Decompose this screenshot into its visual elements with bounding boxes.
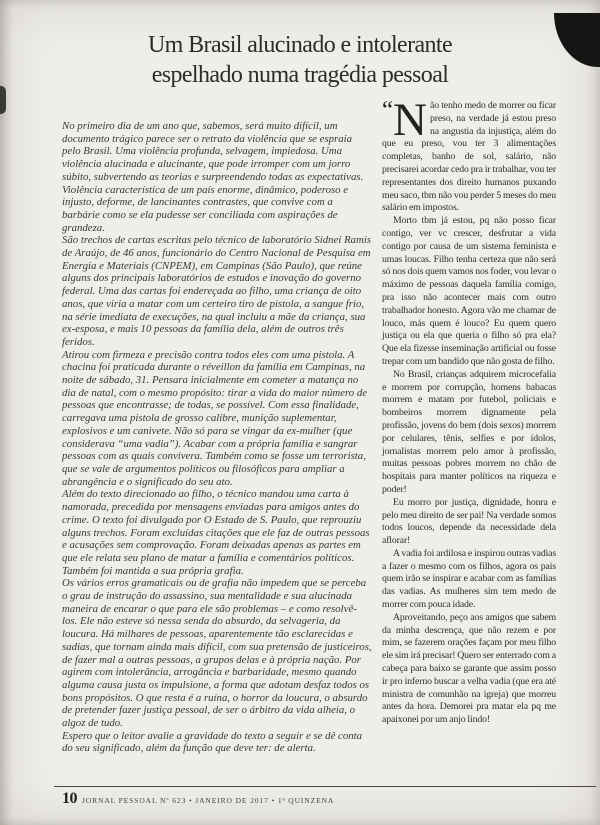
scan-edge-smudge (0, 0, 14, 825)
left-paragraph-1: No primeiro dia de um ano que, sabemos, será muito difícil, um documento trágico parece ser o retrato da violência que se espraia pelo Brasil. Uma violência profunda, selvagem, impiedosa. Uma violência alucinada e alucinante, que pode irromper com um jorro súbito, subvertendo as teorias e surpreendendo todas as expectativas. Violência característica de um país enorme, dinâmico, poderoso e injusto, deforme, de lancinantes contrastes, que convive com a barbárie como se ela pudesse ser conciliada com aspirações de grandeza. (62, 120, 364, 234)
issue-info: JORNAL PESSOAL Nº 623 • JANEIRO DE 2017 • 1ª QUINZENA (82, 796, 335, 805)
left-paragraph-5: Os vários erros gramaticais ou de grafia não impedem que se perceba o grau de instrução do assassino, sua mentalidade e sua alucinada maneira de encarar o que para ele são problemas – e como resolvê-los. Ele não esteve só nessa senda do absurdo, da selvageria, da loucura. Há milhares de pessoas, aparentemente tão esclarecidas e sadias, que tornam ainda mais difícil, com sua pretensão de justiceiros, de fazer mal a outras pessoas, a grupos delas e à própria nação. Por agirem com intolerância, arrogância e barbaridade, mesmo quando alguma causa justa os impulsione, a forma que adotam desfaz todos os bons propósitos. O que resta é a ruína, o horror da loucura, o absurdo de pretender fazer justiça pessoal, de ser o árbitro da vida alheia, o algoz de tudo. (62, 577, 372, 730)
left-column-editorial (62, 100, 372, 755)
right-column-quote (382, 94, 556, 755)
left-paragraph-6: Espero que o leitor avalie a gravidade do texto a seguir e se dê conta do seu significado, além da função que deve ter: de alerta. (62, 729, 363, 755)
scan-edge-notch (0, 86, 6, 114)
quote-paragraph-2: Morto tbm já estou, pq não posso ficar contigo, ver vc crescer, desfrutar a vida contigo por causa de um sistema feminista e umas loucas. Filho tenha certeza que não será só nos dois quem vamos nos foder, vou levar o máximo de pessoas daquela família comigo, pra isso não acontecer mais com outro trabalhador honesto. Agora vão me chamar de louco, más quem é louco? Eu quem quero justiça ou ela que queria o filho só pra ela? Que ela fizesse inseminação artificial ou fosse trepar com um bandido que não gosta de filho. (382, 215, 556, 367)
drop-cap (382, 94, 427, 146)
title-line-2: espelhado numa tragédia pessoal (151, 62, 449, 88)
left-paragraph-2: São trechos de cartas escritas pelo técnico de laboratório Sidnei Ramis de Araújo, de 46 anos, funcionário do Centro Nacional de Pesquisa em Energia e Materiais (CNPEM), em Campinas (São Paulo), que reúne alguns dos principais laboratórios de estudos e inovação do governo federal. Uma das cartas foi endereçada ao filho, uma criança de oito anos, que viria a matar com um certeiro tiro de pistola, a sangue frio, na série imediata de execuções, na qual incluiu a mãe da criança, sua ex-esposa, e mais 10 pessoas da família dela, além de outros três feridos. (62, 234, 372, 348)
quote-paragraph-1-text: ão tenho medo de morrer ou ficar preso, na verdade já estou preso na angustia da injustiça, além do que eu preso, vou ter 3 alimentações completas, banho de sol, salário, não precisarei acordar cedo pra ir trabalhar, vou ter representantes dos direito humanos puxando meu saco, tbm não vou perder 5 meses do meu salário em impostos. (382, 100, 556, 214)
quote-paragraph-4: Eu morro por justiça, dignidade, honra e pelo meu direito de ser pai! Na verdade somos todos loucos, depende da necessidade dela aflorar! (382, 496, 556, 547)
title-line-1: Um Brasil alucinado e intolerante (147, 32, 453, 58)
quote-paragraph-3: No Brasil, crianças adquirem microcefalia e morrem por corrupção, homens babacas morrem e matam por futebol, policiais e bombeiros morrem dignamente pela profissão, jovens do bem (dois sexos) morrem por celulares, tênis, selfies e por ídolos, jornalistas morrem pelo amor à profissão, muitas pessoas pobres morrem no chão de hospitais para manter políticos na riqueza e poder! (382, 368, 556, 495)
left-paragraph-3: Atirou com firmeza e precisão contra todos eles com uma pistola. A chacina foi praticada durante o réveillon da família em Campinas, na noite de sábado, 31. Pensara inicialmente em cometer a matança no dia de natal, com o mesmo propósito: tirar a vida do maior número de pessoas que encontrasse; de todas, se possível. Com essa finalidade, carregava uma pistola de grosso calibre, munição suplementar, explosivos e um canivete. Não só para se vingar da ex-mulher (que considerava “uma vadia”). Acabar com a própria família e sangrar pessoas com as quais convivera. Também como se fosse um terrorista, que se vale de argumentos políticos ou filosóficos para ampliar a abrangência e o significado do seu ato. (62, 348, 368, 488)
footer-rule (54, 786, 596, 787)
quote-paragraph-1 (382, 94, 556, 215)
footer (62, 790, 334, 808)
quote-paragraph-5: A vadia foi ardilosa e inspirou outras vadias a fazer o mesmo com os filhos, agora os pais quem irão se inspirar e acabar com as famílias das vadias. As mulheres sim tem medo de morrer com pouca idade. (382, 547, 556, 611)
article-body (62, 94, 556, 755)
article-title (10, 30, 590, 90)
drop-cap-letter: N (392, 94, 427, 146)
quote-paragraph-6: Aproveitando, peço aos amigos que sabem da minha descrença, que não rezem e por mim, se fazerem orações façam por meu filho ele sim irá precisar! Quero ser enterrado com a cabeça para baixo se garante que assim posso ir pro inferno buscar a velha vadia (que era até ministra de comunhão na igreja) que morreu antes da hora. Demorei pra matar ela pq me apaixonei por um anjo lindo! (382, 611, 556, 726)
left-paragraph-4: Além do texto direcionado ao filho, o técnico mandou uma carta à namorada, precedida por mensagens enviadas para amigos antes do crime. O texto foi divulgado por O Estado de S. Paulo, que reprouziu alguns trechos. Foram excluídas citações que ele faz de outras pessoas e acusações sem comprovação. Foram deixadas apenas as partes em que ele relata seu plano de matar a família e comentários políticos. Também foi mantida a sua própria grafia. (62, 488, 370, 577)
open-quote-mark: “ (382, 97, 393, 124)
page-number: 10 (62, 790, 77, 807)
